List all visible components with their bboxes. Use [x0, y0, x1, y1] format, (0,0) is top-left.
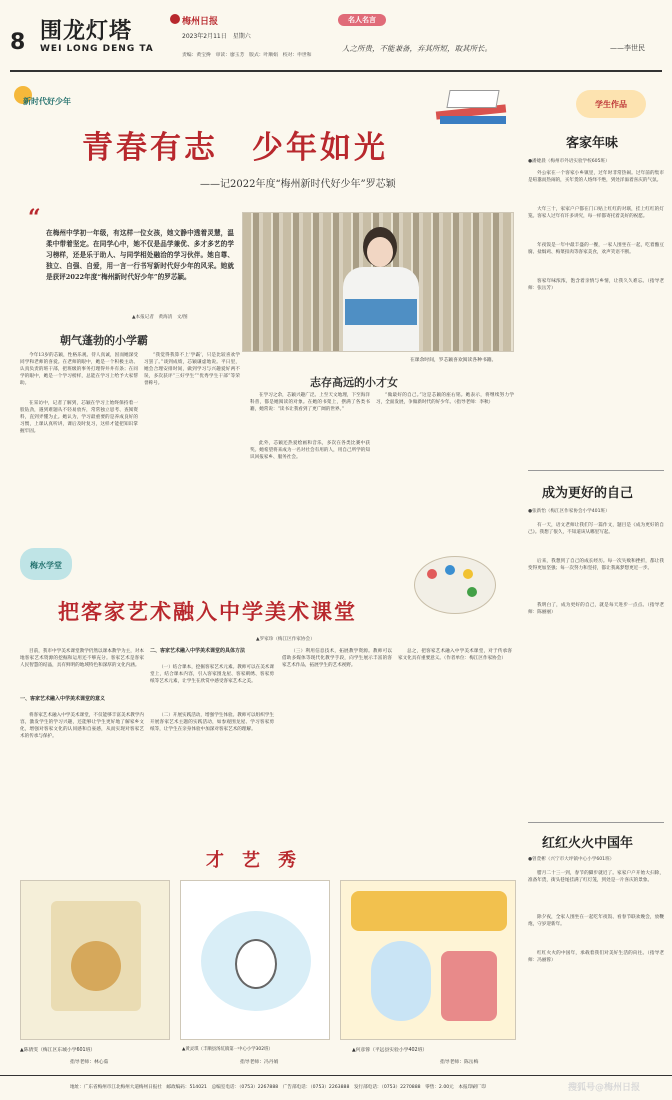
- essay1-author: ●潘婕晨（梅州市外语实验学校605班）: [528, 159, 610, 164]
- feature-byline: ▲本报记者 黄海清 文/图: [132, 315, 188, 320]
- art-paragraph: 总之，把客家艺术融入中学美术课堂，对于传承客家文化具有重要意义。（作者单位：梅江区作家协会）: [398, 649, 512, 661]
- talent-show-banner: [160, 846, 360, 874]
- essay3-title: 红红火火中国年: [542, 836, 634, 851]
- feature-subtitle: ——记2022年度“梅州新时代好少年”罗芯颖: [200, 179, 396, 190]
- art-paragraph: 目前，我市中学美术课堂教学仍然以课本教学为主，对本地客家艺术资源的挖掘和运用还不够充分。客家艺术是客家人民智慧的结晶，具有鲜明的地域特色和深厚的文化内涵。: [20, 649, 144, 668]
- sec1-paragraph: “我觉得我算不上‘学霸’，只是比较喜欢学习罢了。”谈到成绩，芯颖谦虚地说。平日里，她会合理安排时间，做到学习与兴趣爱好两不误，多次获评“三好学生”“优秀学生干部”等荣誉称号。: [144, 353, 240, 386]
- feature-title: 青春有志 少年如光: [82, 130, 388, 166]
- header-rule: [10, 70, 662, 72]
- intro-quote-mark: “: [28, 205, 41, 231]
- newspaper-logo-icon: [170, 14, 180, 24]
- right-column: [528, 90, 664, 1090]
- quote-text: 人之所贵，不能兼备，弃其所短，取其所长。: [342, 44, 492, 53]
- art-paragraph: 将客家艺术融入中学美术课堂，不仅能够丰富美术教学内容，激发学生的学习兴趣，还能够让学生更好地了解家乡文化，增强对客家文化的认同感和自豪感，从而实现对客家艺术的传承与保护。: [20, 713, 144, 739]
- sec1-paragraph: 今年13岁的芯颖，性格乐观、待人真诚，因而她深受同学和老师的喜爱。在老师的眼中，她是一个积极主动、认真负责的班干部，把班级的事务打理得井井有条；在同学的眼中，她是一个学习榜样，总能在学习上给予大家帮助。: [20, 353, 138, 386]
- artwork-teacher: 指导老师：陈岳梅: [440, 1060, 479, 1065]
- column-name-en: WEI LONG DENG TA: [40, 44, 154, 54]
- sec2-paragraph: 此外，芯颖还热爱绘画和音乐，多次在各类比赛中获奖。她希望将来成为一名对社会有用的人，用自己所学的知识回报家乡、服务社会。: [250, 441, 370, 460]
- essay3-author: ●曾萱彬（兴宁市大坪镇中心小学601班）: [528, 857, 615, 862]
- artwork-teacher: 指导老师：林心茹: [70, 1060, 109, 1065]
- talent-show-title: 才艺秀: [206, 850, 314, 871]
- essay-divider: [528, 822, 664, 823]
- art-paragraph: （二）开展实践活动，增强学生体验。教师可以组织学生开展客家艺术主题的实践活动，如参观围龙屋、学习客家剪纸等，让学生在亲身体验中加深对客家艺术的理解。: [150, 713, 274, 732]
- watermark: 搜狐号@梅州日报: [568, 1083, 641, 1093]
- essay-divider: [528, 470, 664, 471]
- staff-credits: 责编：黄宝搀 审读：廖玉芳 版式：叶顺娟 校对：申世和: [182, 53, 312, 58]
- art-paragraph: （一）结合课本，挖掘客家艺术元素。教师可以在美术课堂上，结合课本内容，引入客家围龙屋、客家刺绣、客家剪纸等艺术元素，让学生在欣赏中感受客家艺术之美。: [150, 665, 274, 684]
- feature-intro: 在梅州中学初一年级，有这样一位女孩，她文静中透着灵慧，温柔中带着坚定。在同学心中，她不仅是品学兼优、多才多艺的学习榜样，还是乐于助人、与同学相处融洽的学习伙伴。她自尊、独立、自强、自爱，用一言一行书写新时代好少年的风采。她就是获评2022年度“梅州新时代好少年”的罗芯颖。: [46, 229, 234, 281]
- artwork-caption: ▲陈倩雯（梅江区东城小学601班）: [20, 1048, 96, 1053]
- artwork-caption: ▲黄灵琪（丰顺县汤坑镇第一中心小学302班）: [182, 1047, 273, 1052]
- essay-paragraph: 客家年味浓浓，饱含着亲情与乡情，让我久久难忘。（指导老师：张岳芳）: [528, 279, 664, 291]
- quote-author: ——李世民: [610, 44, 645, 52]
- art-paragraph: （三）利用信息技术，拓展教学资源。教师可以借助多媒体等现代化教学手段，向学生展示丰富的客家艺术作品，拓展学生的艺术视野。: [282, 649, 392, 668]
- sec1-paragraph: 在采访中，记者了解到，芯颖在学习上始终保持着一股钻劲，遇到难题从不轻易放弃，常常独立思考、查阅资料，直到弄懂为止。她认为，学习最重要的是养成良好的习惯，上课认真听讲，课后及时复习，这样才能把知识掌握牢固。: [20, 401, 138, 434]
- art-section-heading: 二、客家艺术融入中学美术课堂的具体方法: [150, 648, 246, 654]
- essay-paragraph: 年夜饭是一年中最丰盛的一餐，一家人围坐在一起，吃着酿豆腐、盐焗鸡、梅菜扣肉等客家美食，欢声笑语不断。: [528, 243, 664, 255]
- books-illustration-icon: [430, 86, 516, 130]
- newspaper-name: 梅州日报: [182, 17, 219, 27]
- sec2-paragraph: “做最好的自己。”这是芯颖的座右铭。她表示，将继续努力学习，全面发展，争做新时代的好少年。（指导老师：李秋）: [376, 393, 514, 405]
- artwork-teacher: 指导老师：冯丹娟: [240, 1060, 279, 1065]
- sec2-paragraph: 在学习之余，芯颖兴趣广泛。上至天文地理，下至海洋科普，都是她阅读的对象。在她的书架上，摆满了各类书籍，她常说：“读书让我看到了更广阔的世界。”: [250, 393, 370, 412]
- quote-badge: 名人名言: [338, 14, 386, 26]
- school-tag: 梅水学堂: [20, 548, 72, 580]
- essay2-author: ●张新怡（梅江区作家协会小学401班）: [528, 509, 610, 514]
- sec2-heading: 志存高远的小才女: [310, 376, 398, 389]
- artwork-2: [180, 880, 330, 1040]
- page-header: [0, 0, 672, 80]
- essay-paragraph: 有一天，语文老师让我们写一篇作文，题目是《成为更好的自己》。我想了很久，不知道该从哪里写起。: [528, 523, 664, 535]
- artwork-caption: ▲何彦蓉（平远县实验小学402班）: [352, 1048, 428, 1053]
- art-title: 把客家艺术融入中学美术课堂: [58, 599, 357, 624]
- art-author: ▲罗家珍（梅江区作家协会）: [256, 637, 315, 642]
- column-name: 围龙灯塔: [40, 19, 133, 44]
- artwork-3: [340, 880, 516, 1040]
- page-footer: [0, 1075, 672, 1100]
- feature-tag: 新时代好少年: [14, 86, 74, 126]
- essay-paragraph: 我明白了，成为更好的自己，就是每天进步一点点。（指导老师：陈丽丽）: [528, 603, 664, 615]
- photo-caption: 在课余时间，罗芯颖喜欢阅读各种书籍。: [410, 358, 497, 363]
- essay-paragraph: 除夕夜，全家人围坐在一起吃年夜饭、看春节联欢晚会，放鞭炮，守岁迎新年。: [528, 915, 664, 927]
- essay-paragraph: 腊月二十三一到，春节的脚步就近了。家家户户开始大扫除，准备年货，街头巷尾挂满了红灯笼，到处是一片喜庆的景象。: [528, 871, 664, 883]
- essay2-title: 成为更好的自己: [542, 486, 634, 501]
- sec1-heading: 朝气蓬勃的小学霸: [60, 334, 148, 347]
- essay1-title: 客家年味: [566, 136, 619, 151]
- essay-paragraph: 外公家在一个客家小乡镇里，过年时非常热闹。过年前的集市是喧嚣而热闹的，买年货的人络绎不绝，到处洋溢着喜庆的气氛。: [528, 171, 664, 183]
- paint-palette-icon: [414, 556, 496, 614]
- girl-reading-photo: [242, 212, 514, 352]
- essay-paragraph: 大年三十，家家户户都在门口贴上红红的对联，挂上红红的灯笼。客家人过年有许多讲究，每一样都寄托着美好的祝愿。: [528, 207, 664, 219]
- artwork-1: [20, 880, 170, 1040]
- page-number: 8: [10, 30, 26, 55]
- issue-date: 2023年2月11日 星期六: [182, 33, 251, 40]
- student-works-tag: 学生作品: [576, 90, 646, 118]
- art-section-heading: 一、客家艺术融入中学美术课堂的意义: [20, 696, 106, 702]
- essay-paragraph: 红红火火的中国年，承载着我们对美好生活的向往。（指导老师：冯丽蓉）: [528, 951, 664, 963]
- footer-address: 地址：广东省梅州市江北梅州大道梅州日报社 邮政编码：514021 总编室电话：（0753）2267888 广告部电话：（0753）2263888 发行部电话：（0753）2270888 零售：2.00元 本报印刷厂印: [70, 1085, 486, 1090]
- essay-paragraph: 后来，我想到了自己的成长经历。每一次失败和挫折，都让我变得更加坚强；每一次努力和坚持，都让我离梦想更近一步。: [528, 559, 664, 571]
